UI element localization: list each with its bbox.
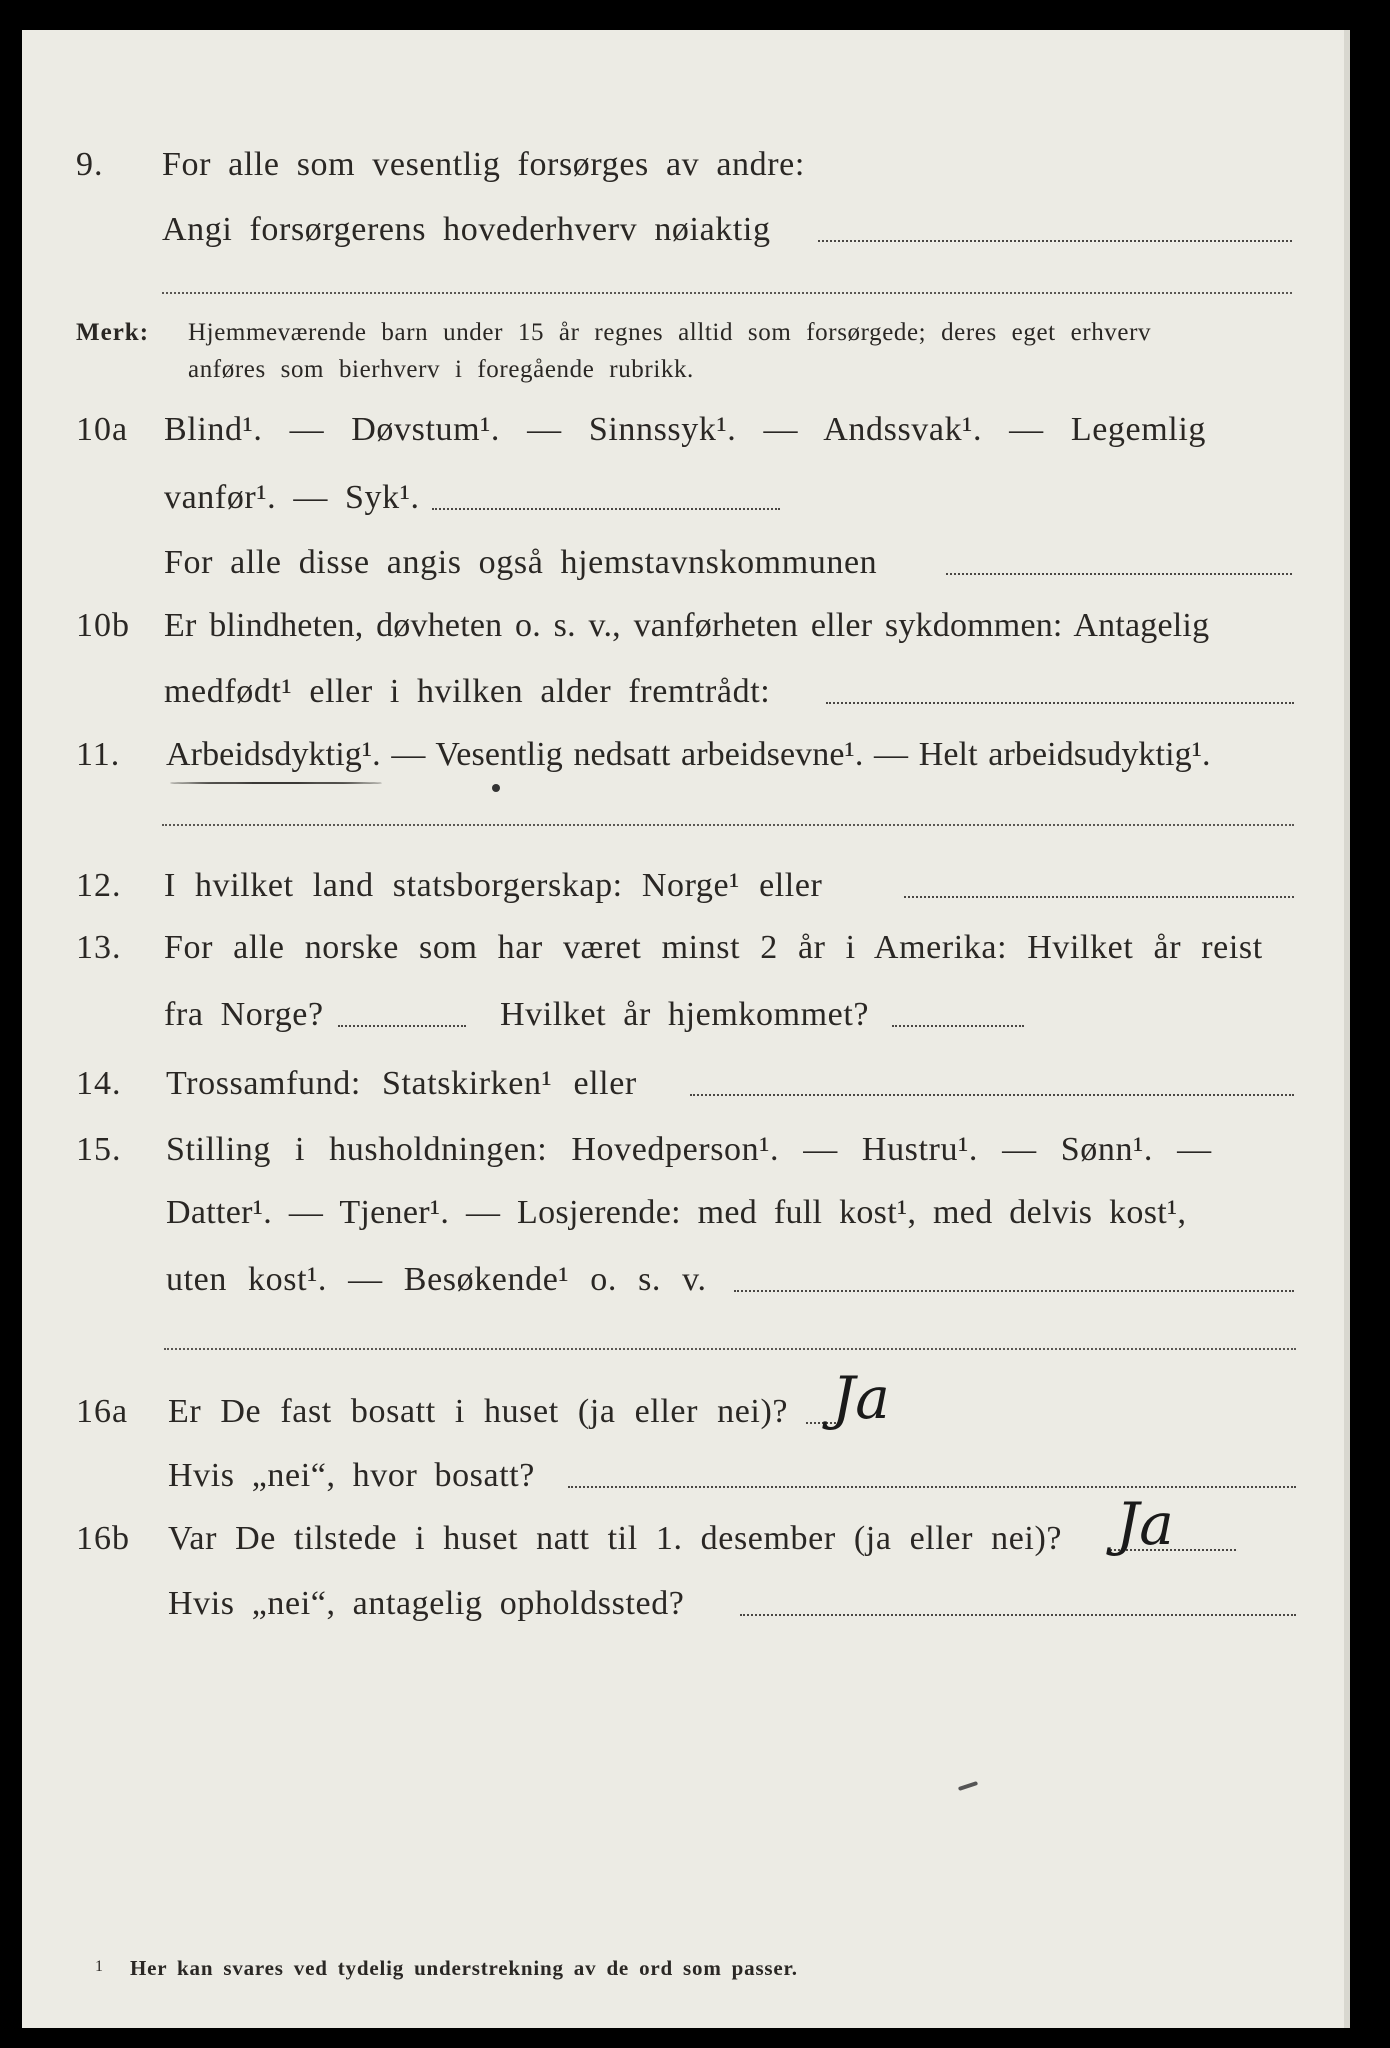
q16b-handwritten-answer: Ja — [1116, 1490, 1174, 1558]
q15-text-1: Stilling i husholdningen: Hovedperson¹. — Hustru¹. — Sønn¹. — — [166, 1131, 1212, 1168]
q13-text-2b: Hvilket år hjemkommet? — [500, 996, 870, 1033]
q10a-number: 10a — [76, 411, 129, 448]
q9-rule — [162, 292, 1292, 294]
q13-return-field[interactable] — [892, 1025, 1024, 1027]
q11-text-1: Arbeidsdyktig¹. — Vesentlig nedsatt arbeidsevne¹. — Helt arbeidsudyktig¹. — [166, 736, 1211, 773]
q16b-text-1: Var De tilstede i huset natt til 1. desember (ja eller nei)? — [168, 1520, 1063, 1557]
q10a-text-3: For alle disse angis også hjemstavnskommunen — [164, 544, 878, 581]
q16a-text-1: Er De fast bosatt i huset (ja eller nei)? — [168, 1393, 789, 1430]
q14-text-1: Trossamfund: Statskirken¹ eller — [166, 1065, 637, 1102]
q16b-text-2: Hvis „nei“, antagelig opholdssted? — [168, 1585, 685, 1622]
q10b-answer-field[interactable] — [826, 702, 1294, 704]
q15-text-3: uten kost¹. — Besøkende¹ o. s. v. — [166, 1261, 707, 1298]
q15-answer-field[interactable] — [734, 1290, 1294, 1292]
q16a-residence-field[interactable] — [568, 1486, 1296, 1488]
q10a-answer-field[interactable] — [432, 508, 780, 510]
q16a-handwritten-answer: Ja — [832, 1364, 890, 1432]
q9-text-2: Angi forsørgerens hovederhverv nøiaktig — [162, 211, 771, 248]
q9-number: 9. — [76, 146, 104, 183]
q12-number: 12. — [76, 867, 122, 904]
q10b-text-2: medfødt¹ eller i hvilken alder fremtrådt: — [164, 673, 771, 710]
q9-text-1: For alle som vesentlig forsørges av andre: — [162, 146, 805, 183]
q15-text-2: Datter¹. — Tjener¹. — Losjerende: med full kost¹, med delvis kost¹, — [166, 1194, 1187, 1231]
q12-text-1: I hvilket land statsborgerskap: Norge¹ eller — [164, 867, 823, 904]
q16a-number: 16a — [76, 1393, 129, 1430]
q16b-location-field[interactable] — [740, 1614, 1296, 1616]
ink-speck — [492, 784, 500, 792]
q10a-hometown-field[interactable] — [946, 573, 1292, 575]
q11-rule — [162, 824, 1294, 826]
q11-number: 11. — [76, 736, 121, 773]
q15-number: 15. — [76, 1131, 122, 1168]
merk-text-2: anføres som bierhverv i foregående rubrikk. — [188, 356, 694, 383]
q14-answer-field[interactable] — [690, 1094, 1294, 1096]
q13-departure-field[interactable] — [338, 1025, 466, 1027]
q11-handwritten-underline — [170, 782, 382, 784]
q10a-text-1: Blind¹. — Døvstum¹. — Sinnssyk¹. — Andssvak¹. — Legemlig — [164, 411, 1206, 448]
q10b-text-1: Er blindheten, døvheten o. s. v., vanførheten eller sykdommen: Antagelig — [164, 607, 1210, 644]
q15-rule — [164, 1348, 1296, 1350]
q14-number: 14. — [76, 1065, 122, 1102]
q12-answer-field[interactable] — [904, 896, 1294, 898]
q13-number: 13. — [76, 929, 122, 966]
footnote-text: Her kan svares ved tydelig understrekning av de ord som passer. — [130, 1956, 798, 1980]
q10b-number: 10b — [76, 607, 130, 644]
q13-text-1: For alle norske som har været minst 2 år i Amerika: Hvilket år reist — [164, 929, 1263, 966]
q9-answer-field[interactable] — [818, 240, 1292, 242]
q10a-text-2: vanfør¹. — Syk¹. — [164, 479, 420, 516]
merk-text-1: Hjemmeværende barn under 15 år regnes alltid som forsørgede; deres eget erhverv — [188, 319, 1152, 346]
q16b-number: 16b — [76, 1520, 130, 1557]
footnote-mark: 1 — [95, 1958, 103, 1975]
merk-label: Merk: — [76, 319, 150, 346]
q13-text-2a: fra Norge? — [164, 996, 324, 1033]
q16a-text-2: Hvis „nei“, hvor bosatt? — [168, 1457, 535, 1494]
